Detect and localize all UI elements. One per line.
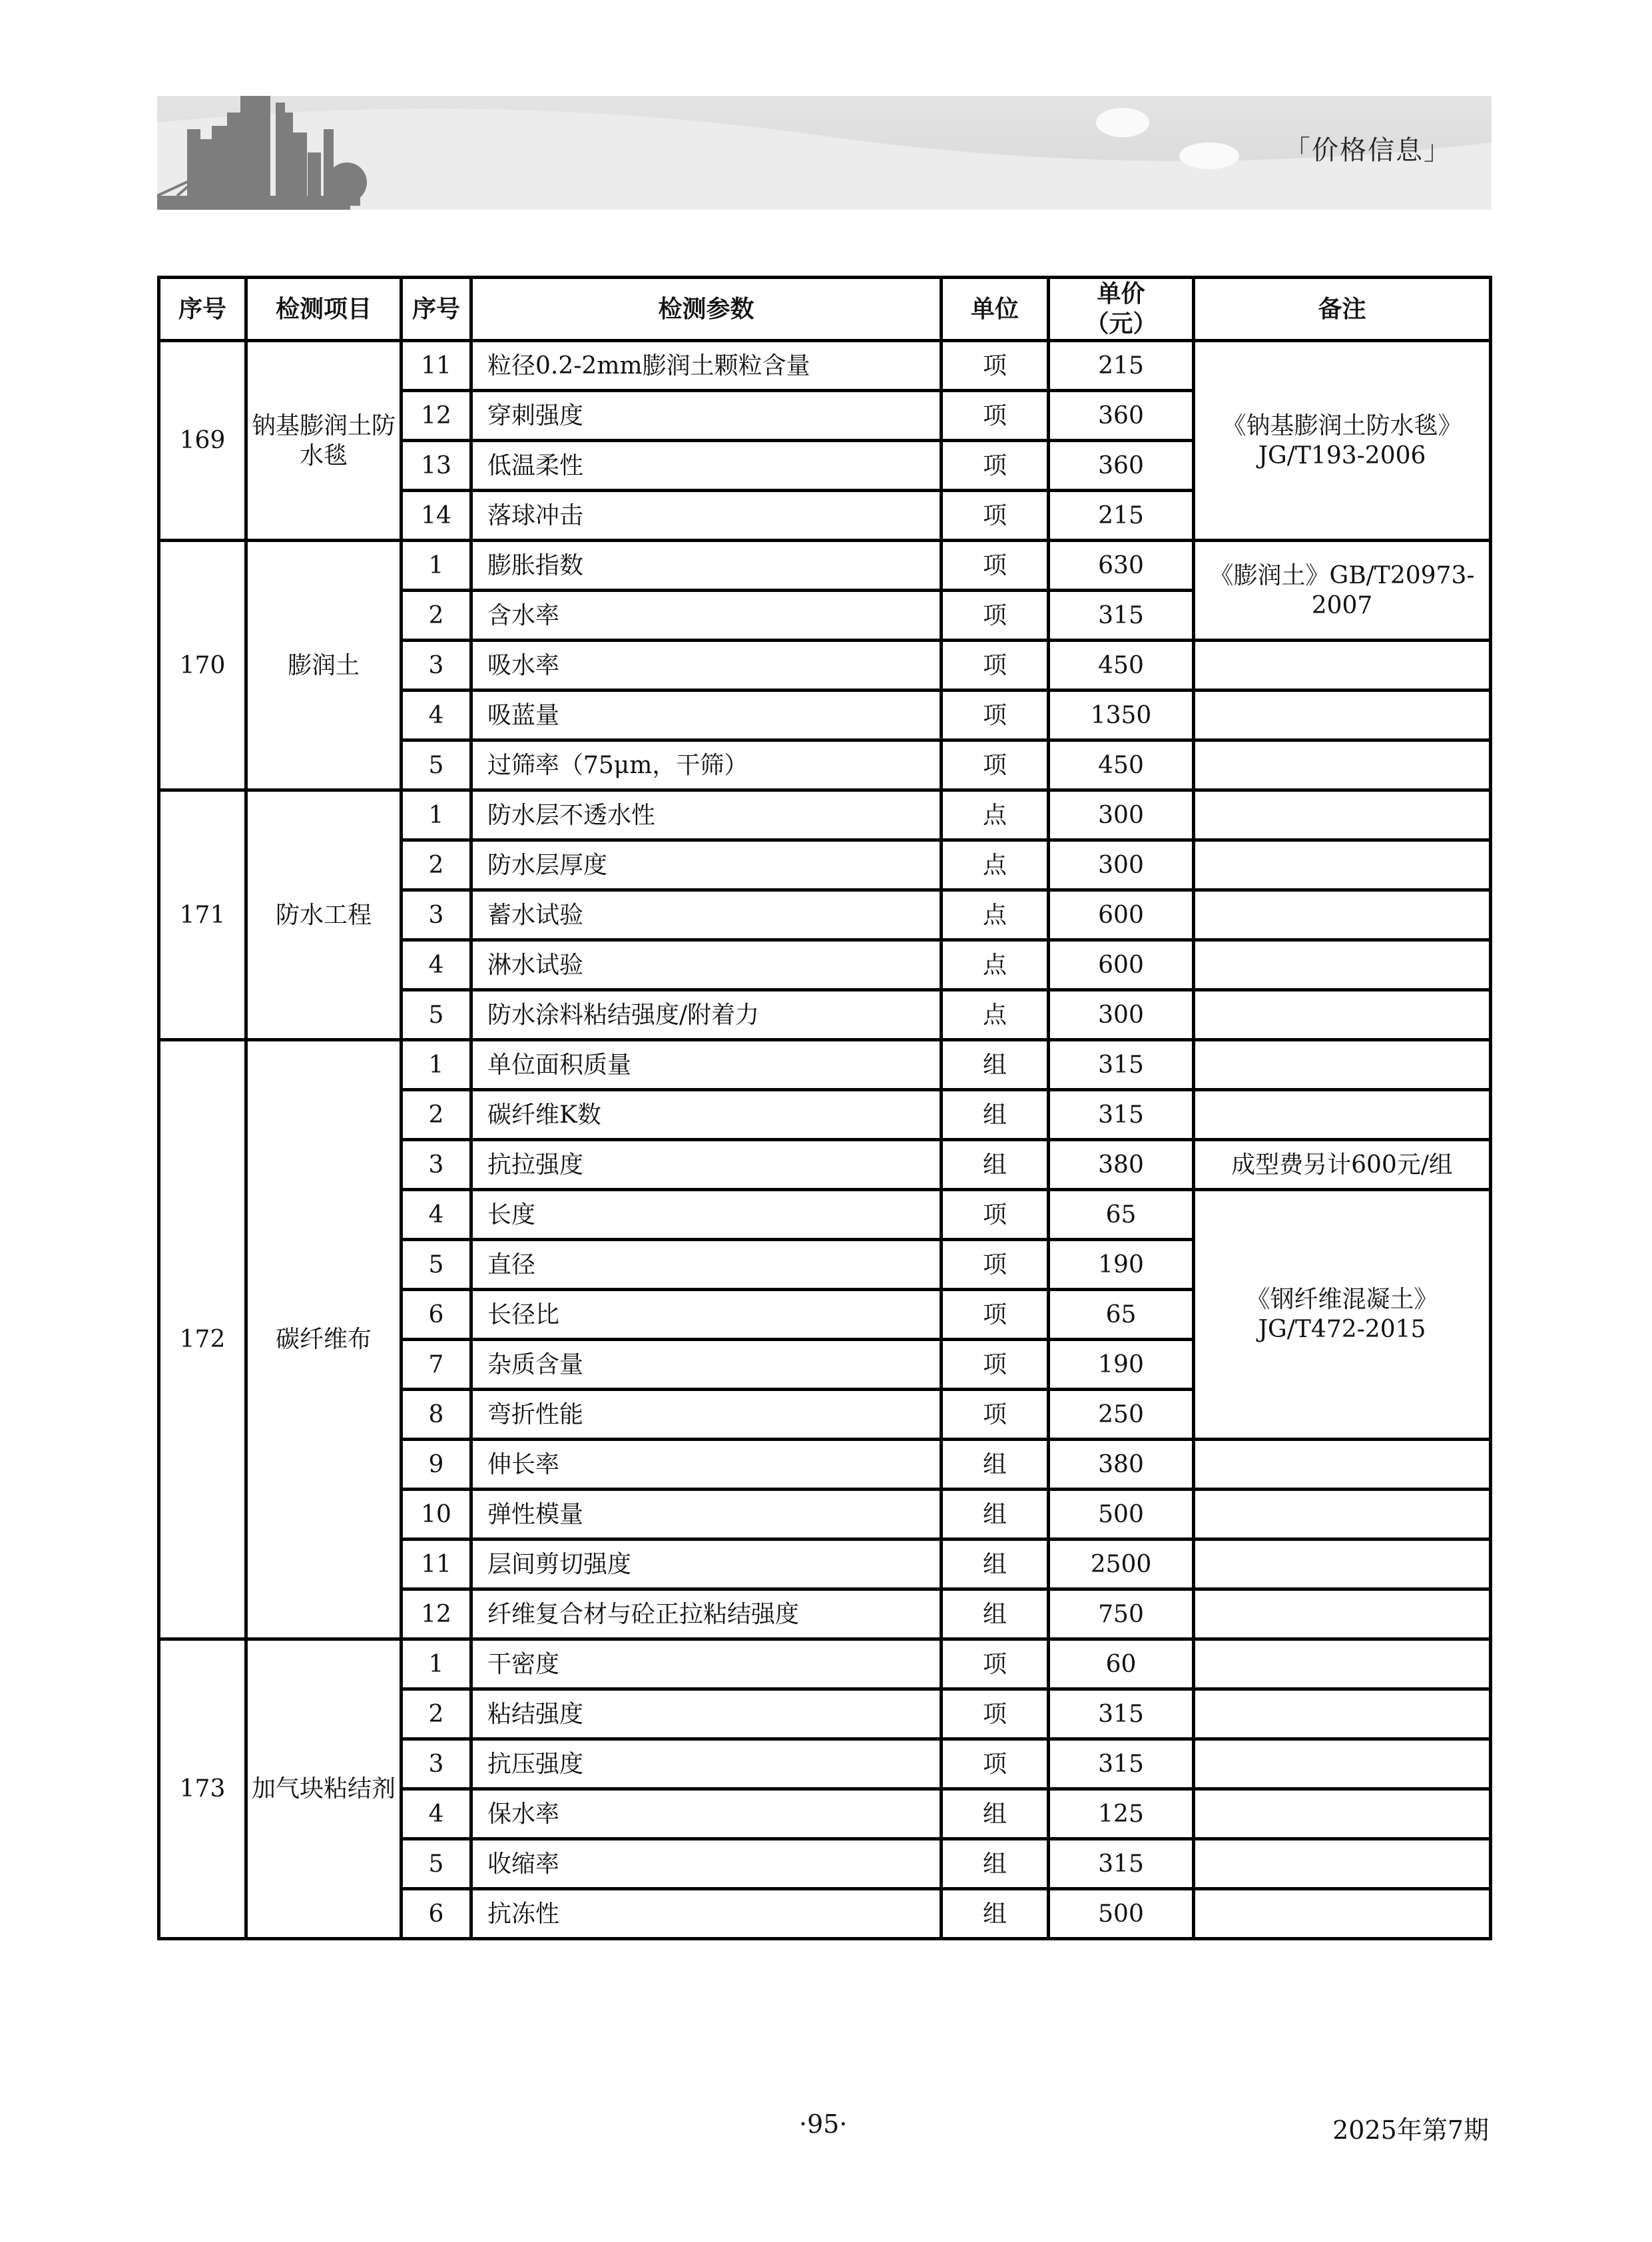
row-test-parameter: 单位面积质量	[471, 1040, 942, 1090]
header-sub-serial: 序号	[402, 278, 471, 341]
row-serial: 6	[402, 1889, 471, 1939]
row-remarks: 《膨润土》GB/T20973-2007	[1194, 541, 1491, 641]
row-unit: 项	[942, 1739, 1049, 1789]
row-test-parameter: 收缩率	[471, 1839, 942, 1889]
row-unit-price: 125	[1049, 1789, 1194, 1839]
row-serial: 11	[402, 341, 471, 391]
row-unit: 点	[942, 890, 1049, 940]
row-serial: 3	[402, 890, 471, 940]
row-unit-price: 315	[1049, 591, 1194, 641]
row-remarks: 成型费另计600元/组	[1194, 1140, 1491, 1190]
row-serial: 3	[402, 1140, 471, 1190]
row-test-parameter: 弯折性能	[471, 1390, 942, 1440]
row-remarks	[1194, 1739, 1491, 1789]
row-unit: 项	[942, 491, 1049, 541]
group-test-item: 防水工程	[246, 790, 402, 1040]
row-serial: 2	[402, 1090, 471, 1140]
page-number: ·95·	[799, 2109, 848, 2139]
row-serial: 2	[402, 840, 471, 890]
header-unit-price-label: 单价	[1097, 280, 1145, 308]
row-serial: 1	[402, 790, 471, 840]
row-test-parameter: 粘结强度	[471, 1689, 942, 1739]
group-serial: 169	[159, 341, 246, 541]
group-test-item: 钠基膨润土防水毯	[246, 341, 402, 541]
row-unit-price: 600	[1049, 890, 1194, 940]
row-test-parameter: 低温柔性	[471, 441, 942, 491]
row-test-parameter: 抗压强度	[471, 1739, 942, 1789]
row-test-parameter: 干密度	[471, 1639, 942, 1689]
row-test-parameter: 膨胀指数	[471, 541, 942, 591]
row-serial: 14	[402, 491, 471, 541]
row-test-parameter: 纤维复合材与砼正拉粘结强度	[471, 1589, 942, 1639]
row-remarks	[1194, 990, 1491, 1040]
row-unit: 组	[942, 1839, 1049, 1889]
row-unit-price: 60	[1049, 1639, 1194, 1689]
row-unit-price: 630	[1049, 541, 1194, 591]
row-unit: 点	[942, 990, 1049, 1040]
row-test-parameter: 伸长率	[471, 1440, 942, 1490]
row-remarks	[1194, 1639, 1491, 1689]
table-row	[159, 341, 1491, 391]
row-test-parameter: 抗拉强度	[471, 1140, 942, 1190]
row-serial: 9	[402, 1440, 471, 1490]
row-serial: 12	[402, 391, 471, 441]
header-banner	[157, 96, 1492, 210]
row-unit: 组	[942, 1040, 1049, 1090]
row-remarks	[1194, 691, 1491, 740]
row-unit-price: 450	[1049, 740, 1194, 790]
header-unit: 单位	[942, 278, 1049, 341]
row-test-parameter: 直径	[471, 1240, 942, 1290]
row-remarks	[1194, 1789, 1491, 1839]
row-serial: 8	[402, 1390, 471, 1440]
row-serial: 5	[402, 990, 471, 1040]
row-unit: 组	[942, 1440, 1049, 1490]
row-unit-price: 65	[1049, 1190, 1194, 1240]
row-unit: 项	[942, 1340, 1049, 1390]
row-test-parameter: 防水涂料粘结强度/附着力	[471, 990, 942, 1040]
row-unit: 项	[942, 1639, 1049, 1689]
row-remarks	[1194, 790, 1491, 840]
row-unit-price: 600	[1049, 940, 1194, 990]
row-remarks	[1194, 1090, 1491, 1140]
row-remarks	[1194, 1440, 1491, 1490]
row-serial: 4	[402, 1190, 471, 1240]
row-unit-price: 500	[1049, 1490, 1194, 1540]
section-label: 「价格信息」	[1284, 135, 1452, 166]
row-unit-price: 360	[1049, 441, 1194, 491]
row-unit: 组	[942, 1889, 1049, 1939]
row-test-parameter: 防水层厚度	[471, 840, 942, 890]
table-row	[159, 1639, 1491, 1689]
row-unit: 项	[942, 441, 1049, 491]
row-remarks	[1194, 1040, 1491, 1090]
row-serial: 4	[402, 940, 471, 990]
row-unit-price: 315	[1049, 1739, 1194, 1789]
row-test-parameter: 层间剪切强度	[471, 1540, 942, 1589]
row-unit-price: 300	[1049, 790, 1194, 840]
row-serial: 5	[402, 1839, 471, 1889]
row-unit: 组	[942, 1789, 1049, 1839]
row-test-parameter: 吸水率	[471, 641, 942, 691]
row-remarks	[1194, 1490, 1491, 1540]
row-test-parameter: 抗冻性	[471, 1889, 942, 1939]
group-test-item: 碳纤维布	[246, 1040, 402, 1639]
row-unit: 组	[942, 1140, 1049, 1190]
row-serial: 11	[402, 1540, 471, 1589]
header-serial: 序号	[159, 278, 246, 341]
row-serial: 2	[402, 591, 471, 641]
row-test-parameter: 防水层不透水性	[471, 790, 942, 840]
row-remarks	[1194, 1540, 1491, 1589]
row-unit-price: 1350	[1049, 691, 1194, 740]
table-body	[159, 341, 1491, 1939]
row-unit-price: 315	[1049, 1839, 1194, 1889]
group-serial: 173	[159, 1639, 246, 1939]
row-test-parameter: 含水率	[471, 591, 942, 641]
row-remarks	[1194, 940, 1491, 990]
row-remarks	[1194, 840, 1491, 890]
row-test-parameter: 落球冲击	[471, 491, 942, 541]
row-test-parameter: 碳纤维K数	[471, 1090, 942, 1140]
row-unit: 项	[942, 740, 1049, 790]
row-test-parameter: 过筛率（75μm，干筛）	[471, 740, 942, 790]
row-remarks: 《钢纤维混凝土》JG/T472-2015	[1194, 1190, 1491, 1440]
row-test-parameter: 蓄水试验	[471, 890, 942, 940]
row-test-parameter: 穿刺强度	[471, 391, 942, 441]
row-test-parameter: 粒径0.2-2mm膨润土颗粒含量	[471, 341, 942, 391]
header-test-parameter: 检测参数	[471, 278, 942, 341]
row-unit-price: 190	[1049, 1340, 1194, 1390]
row-unit: 组	[942, 1589, 1049, 1639]
row-unit-price: 190	[1049, 1240, 1194, 1290]
row-serial: 3	[402, 1739, 471, 1789]
row-remarks	[1194, 1689, 1491, 1739]
row-serial: 2	[402, 1689, 471, 1739]
row-unit: 项	[942, 1689, 1049, 1739]
row-remarks	[1194, 1889, 1491, 1939]
row-unit-price: 215	[1049, 341, 1194, 391]
row-remarks	[1194, 1839, 1491, 1889]
row-serial: 13	[402, 441, 471, 491]
row-test-parameter: 保水率	[471, 1789, 942, 1839]
row-test-parameter: 长度	[471, 1190, 942, 1240]
row-serial: 10	[402, 1490, 471, 1540]
row-serial: 5	[402, 1240, 471, 1290]
row-unit-price: 65	[1049, 1290, 1194, 1340]
table-row	[159, 1040, 1491, 1090]
row-serial: 7	[402, 1340, 471, 1390]
row-unit-price: 380	[1049, 1140, 1194, 1190]
table-header-row	[159, 278, 1491, 341]
row-unit: 项	[942, 1290, 1049, 1340]
row-test-parameter: 长径比	[471, 1290, 942, 1340]
row-unit-price: 215	[1049, 491, 1194, 541]
issue-label: 2025年第7期	[1332, 2115, 1489, 2145]
row-unit: 项	[942, 341, 1049, 391]
row-unit: 项	[942, 1390, 1049, 1440]
table-row	[159, 541, 1491, 591]
row-unit-price: 315	[1049, 1090, 1194, 1140]
row-test-parameter: 杂质含量	[471, 1340, 942, 1390]
row-remarks	[1194, 890, 1491, 940]
row-remarks: 《钠基膨润土防水毯》JG/T193-2006	[1194, 341, 1491, 541]
header-unit-price-currency: （元）	[1085, 310, 1157, 338]
row-unit: 组	[942, 1490, 1049, 1540]
row-serial: 3	[402, 641, 471, 691]
row-unit-price: 250	[1049, 1390, 1194, 1440]
row-remarks	[1194, 641, 1491, 691]
row-unit-price: 315	[1049, 1689, 1194, 1739]
row-unit: 点	[942, 790, 1049, 840]
row-unit: 组	[942, 1090, 1049, 1140]
row-unit: 项	[942, 591, 1049, 641]
row-unit-price: 300	[1049, 840, 1194, 890]
group-test-item: 加气块粘结剂	[246, 1639, 402, 1939]
row-unit-price: 450	[1049, 641, 1194, 691]
row-serial: 5	[402, 740, 471, 790]
row-unit: 项	[942, 391, 1049, 441]
row-unit-price: 300	[1049, 990, 1194, 1040]
row-serial: 1	[402, 1040, 471, 1090]
row-serial: 12	[402, 1589, 471, 1639]
row-unit-price: 2500	[1049, 1540, 1194, 1589]
row-unit-price: 500	[1049, 1889, 1194, 1939]
row-unit: 点	[942, 840, 1049, 890]
row-unit: 项	[942, 541, 1049, 591]
row-unit: 点	[942, 940, 1049, 990]
row-unit: 项	[942, 691, 1049, 740]
row-unit-price: 380	[1049, 1440, 1194, 1490]
row-serial: 4	[402, 691, 471, 740]
table-row	[159, 790, 1491, 840]
row-unit: 项	[942, 641, 1049, 691]
row-test-parameter: 吸蓝量	[471, 691, 942, 740]
row-unit: 项	[942, 1190, 1049, 1240]
row-serial: 4	[402, 1789, 471, 1839]
row-unit: 组	[942, 1540, 1049, 1589]
group-serial: 171	[159, 790, 246, 1040]
header-test-item: 检测项目	[246, 278, 402, 341]
row-test-parameter: 弹性模量	[471, 1490, 942, 1540]
row-unit-price: 360	[1049, 391, 1194, 441]
header-remarks: 备注	[1194, 278, 1491, 341]
group-test-item: 膨润土	[246, 541, 402, 790]
row-serial: 1	[402, 1639, 471, 1689]
row-serial: 6	[402, 1290, 471, 1340]
row-unit: 项	[942, 1240, 1049, 1290]
header-unit-price	[1049, 278, 1194, 341]
row-test-parameter: 淋水试验	[471, 940, 942, 990]
price-table	[157, 276, 1492, 1940]
row-unit-price: 750	[1049, 1589, 1194, 1639]
row-remarks	[1194, 740, 1491, 790]
group-serial: 170	[159, 541, 246, 790]
group-serial: 172	[159, 1040, 246, 1639]
row-serial: 1	[402, 541, 471, 591]
row-unit-price: 315	[1049, 1040, 1194, 1090]
row-remarks	[1194, 1589, 1491, 1639]
